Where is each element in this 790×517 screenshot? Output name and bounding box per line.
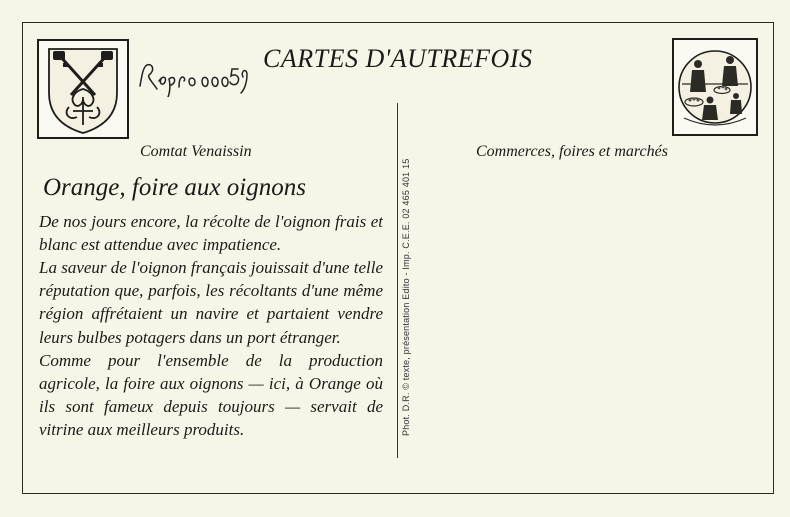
coat-of-arms-image: [37, 39, 129, 139]
handwritten-reference-stamp: [137, 57, 249, 97]
category-caption: Commerces, foires et marchés: [476, 143, 668, 160]
paragraph-1: De nos jours encore, la récolte de l'oignon frais et blanc est attendue avec impatience.: [39, 212, 383, 255]
description-text: [39, 210, 383, 442]
photo-credit: Phot. D.R. © texte, présentation Edito - Imp. C.E.E. 02 465 401 15: [401, 158, 411, 436]
paragraph-2: La saveur de l'oignon français jouissait d'une telle réputation que, parfois, les récoltants d'une même région affrétaient un navire et partaient vendre leurs bulbes potagers dans un port étranger.: [39, 258, 383, 347]
paragraph-3: Comme pour l'ensemble de la production agricole, la foire aux oignons — ici, à Orange où ils sont fameux depuis toujours — servait de vitrine aux meilleurs produits.: [39, 350, 383, 440]
series-title: CARTES D'AUTREFOIS: [263, 44, 533, 73]
region-caption: Comtat Venaissin: [140, 143, 252, 160]
card-title: Orange, foire aux oignons: [43, 174, 306, 201]
vertical-divider: [397, 103, 398, 458]
market-scene-vignette: [672, 38, 758, 136]
